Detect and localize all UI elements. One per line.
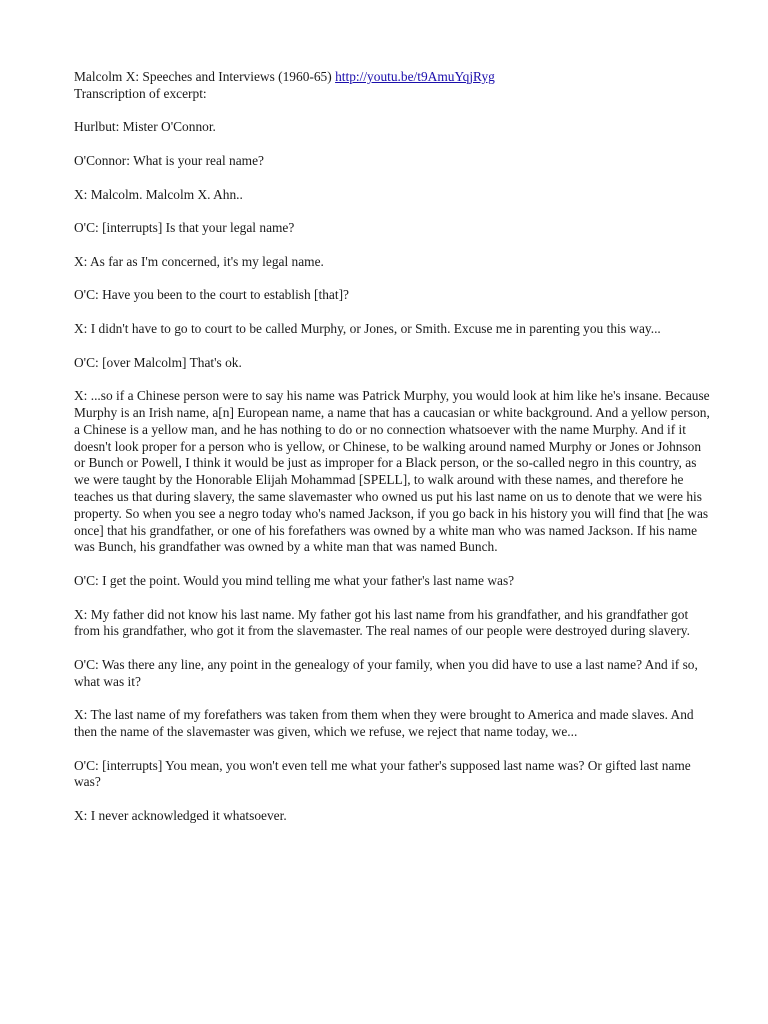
document-title: Malcolm X: Speeches and Interviews (1960-65) xyxy=(74,69,332,84)
transcript-paragraph: X: ...so if a Chinese person were to say his name was Patrick Murphy, you would look at him like he's insane. Because Murphy is an Irish name, a[n] European name, a name that has a caucasian or white background. And a yellow person, a Chinese is a yellow man, and he has nothing to do or no connection whatsoever with the name Murphy. And if it doesn't look proper for a person who is yellow, or Chinese, to be walking around named Murphy or Jones or Johnson or Bunch or Powell, I think it would be just as improper for a Black person, or the so-called negro in this country, as we were taught by the Honorable Elijah Mohammad [SPELL], to walk around with these names, and therefore he teaches us that during slavery, the same slavemaster who owned us put his last name on us to denote that we were his property. So when you see a negro today who's named Jackson, if you go back in his history you will find that [he was once] that his grandfather, or one of his forefathers was owned by a white man who was named Jackson. If his name was Bunch, his grandfather was owned by a white man that was named Bunch. xyxy=(74,388,710,555)
transcript-paragraph: X: As far as I'm concerned, it's my legal name. xyxy=(74,253,324,269)
transcript xyxy=(74,119,714,824)
video-link[interactable]: http://youtu.be/t9AmuYqjRyg xyxy=(335,69,495,84)
transcript-paragraph: Hurlbut: Mister O'Connor. xyxy=(74,119,216,135)
transcript-paragraph: X: Malcolm. Malcolm X. Ahn.. xyxy=(74,186,243,202)
transcript-paragraph: X: I never acknowledged it whatsoever. xyxy=(74,808,287,824)
transcript-paragraph: O'C: Have you been to the court to establish [that]? xyxy=(74,287,349,303)
document-subtitle: Transcription of excerpt: xyxy=(74,85,207,101)
transcript-paragraph: O'Connor: What is your real name? xyxy=(74,152,264,168)
document-title-line xyxy=(74,69,714,86)
transcript-paragraph: O'C: I get the point. Would you mind telling me what your father's last name was? xyxy=(74,572,515,588)
transcript-paragraph: O'C: [interrupts] Is that your legal name? xyxy=(74,220,295,236)
transcript-paragraph: X: I didn't have to go to court to be called Murphy, or Jones, or Smith. Excuse me in parenting you this way... xyxy=(74,320,661,336)
document-page xyxy=(74,69,714,825)
transcript-paragraph: O'C: Was there any line, any point in the genealogy of your family, when you did have to use a last name? And if so, what was it? xyxy=(74,656,698,689)
transcript-paragraph: X: The last name of my forefathers was taken from them when they were brought to America and made slaves. And then the name of the slavemaster was given, which we refuse, we reject that name today, we... xyxy=(74,707,694,740)
transcript-paragraph: X: My father did not know his last name. My father got his last name from his grandfather, and his grandfather got from his grandfather, who got it from the slavemaster. The real names of our people were destroyed during slavery. xyxy=(74,606,690,639)
transcript-paragraph: O'C: [over Malcolm] That's ok. xyxy=(74,354,242,370)
transcript-paragraph: O'C: [interrupts] You mean, you won't even tell me what your father's supposed last name was? Or gifted last name was? xyxy=(74,757,691,790)
